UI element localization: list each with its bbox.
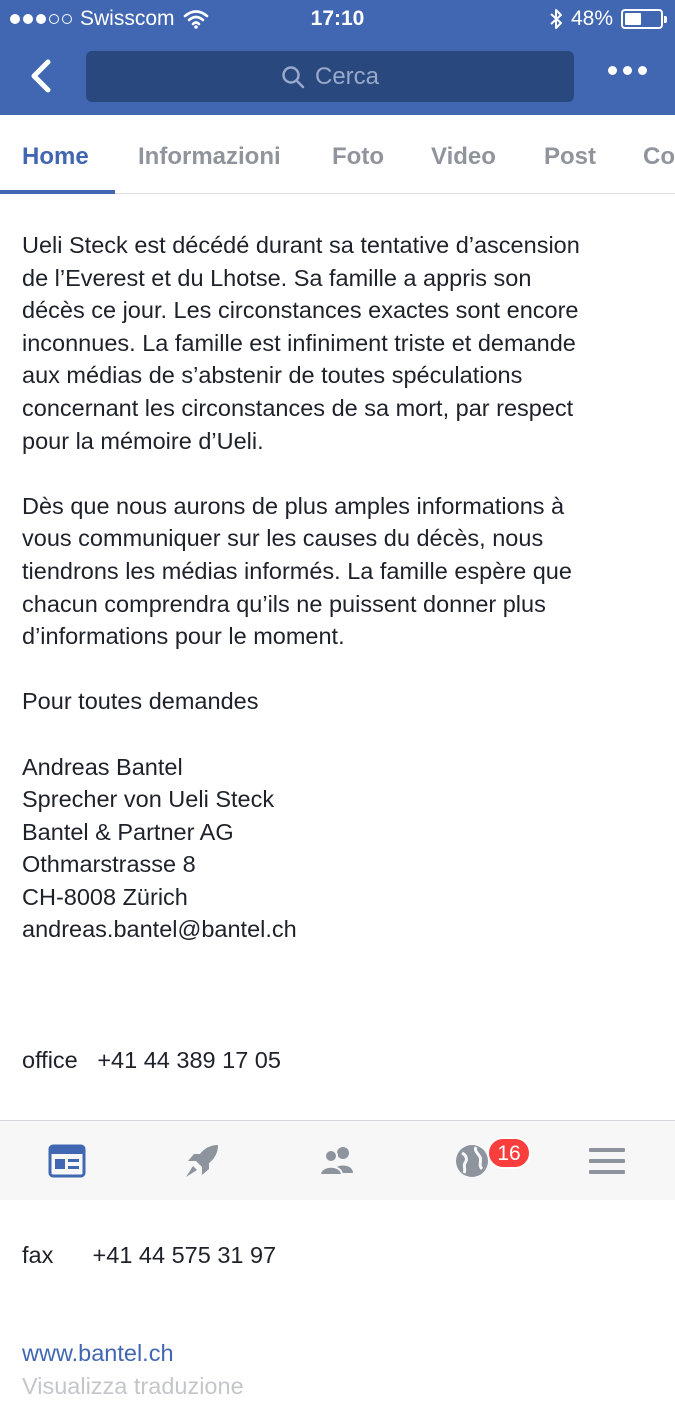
rocket-icon[interactable] bbox=[180, 1139, 224, 1183]
friends-icon[interactable] bbox=[315, 1139, 359, 1183]
battery-percentage: 48% bbox=[570, 7, 613, 30]
text-line: Dès que nous aurons de plus amples informations à bbox=[22, 492, 565, 519]
tab-informazioni[interactable]: Informazioni bbox=[138, 143, 281, 170]
text-line: vous communiquer sur les causes du décès, nous bbox=[22, 525, 544, 552]
menu-icon[interactable] bbox=[585, 1139, 629, 1183]
text-line: d’informations pour le moment. bbox=[22, 623, 345, 650]
tab-post[interactable]: Post bbox=[544, 143, 597, 170]
page-tabs bbox=[0, 115, 675, 194]
text-line: chacun comprendra qu’ils ne puissent donner plus bbox=[22, 590, 546, 617]
bluetooth-icon bbox=[549, 8, 563, 30]
bottom-navigation bbox=[0, 1120, 675, 1200]
text-line: pour la mémoire d’Ueli. bbox=[22, 427, 264, 454]
text-line: inconnues. La famille est infiniment triste et demande bbox=[22, 329, 576, 356]
contact-line: Sprecher von Ueli Steck bbox=[22, 786, 275, 813]
contact-line: Andreas Bantel bbox=[22, 753, 183, 780]
active-tab-indicator bbox=[0, 190, 115, 194]
contact-line: Bantel & Partner AG bbox=[22, 818, 234, 845]
back-arrow-icon[interactable] bbox=[22, 54, 62, 98]
status-bar bbox=[0, 0, 675, 38]
tab-community[interactable]: Co bbox=[643, 143, 675, 170]
text-line: concernant les circonstances de sa mort, par respect bbox=[22, 394, 574, 421]
top-bar bbox=[0, 0, 675, 115]
news-feed-icon[interactable] bbox=[45, 1139, 89, 1183]
search-icon bbox=[281, 65, 305, 89]
search-placeholder: Cerca bbox=[314, 62, 380, 90]
text-line: tiendrons les médias informés. La famille espère que bbox=[22, 557, 572, 584]
tab-video[interactable]: Video bbox=[431, 143, 496, 170]
clock: 17:10 bbox=[310, 7, 365, 30]
see-translation-link[interactable]: Visualizza traduzione bbox=[22, 1372, 244, 1399]
post-paragraph-2 bbox=[22, 490, 662, 653]
contact-email: andreas.bantel@bantel.ch bbox=[22, 916, 297, 943]
phone-office: office +41 44 389 17 05 bbox=[22, 1046, 281, 1073]
post-content bbox=[22, 229, 662, 1399]
post-paragraph-1 bbox=[22, 229, 662, 457]
notification-badge: 16 bbox=[487, 1137, 531, 1169]
phone-fax: fax +41 44 575 31 97 bbox=[22, 1242, 277, 1269]
search-input[interactable] bbox=[86, 51, 574, 102]
tab-home[interactable]: Home bbox=[22, 143, 89, 170]
contact-block bbox=[22, 751, 662, 947]
text-line: aux médias de s’abstenir de toutes spéculations bbox=[22, 362, 523, 389]
contact-line: CH-8008 Zürich bbox=[22, 883, 188, 910]
website-link[interactable]: www.bantel.ch bbox=[22, 1340, 174, 1367]
contact-intro: Pour toutes demandes bbox=[22, 688, 259, 715]
text-line: Ueli Steck est décédé durant sa tentative d’ascension bbox=[22, 232, 580, 258]
text-line: de l’Everest et du Lhotse. Sa famille a appris son bbox=[22, 264, 532, 291]
battery-icon bbox=[621, 9, 663, 29]
more-options-icon[interactable] bbox=[608, 66, 647, 75]
contact-line: Othmarstrasse 8 bbox=[22, 851, 196, 878]
tab-foto[interactable]: Foto bbox=[332, 143, 384, 170]
carrier-name: Swisscom bbox=[80, 7, 175, 30]
text-line: décès ce jour. Les circonstances exactes sont encore bbox=[22, 297, 579, 324]
